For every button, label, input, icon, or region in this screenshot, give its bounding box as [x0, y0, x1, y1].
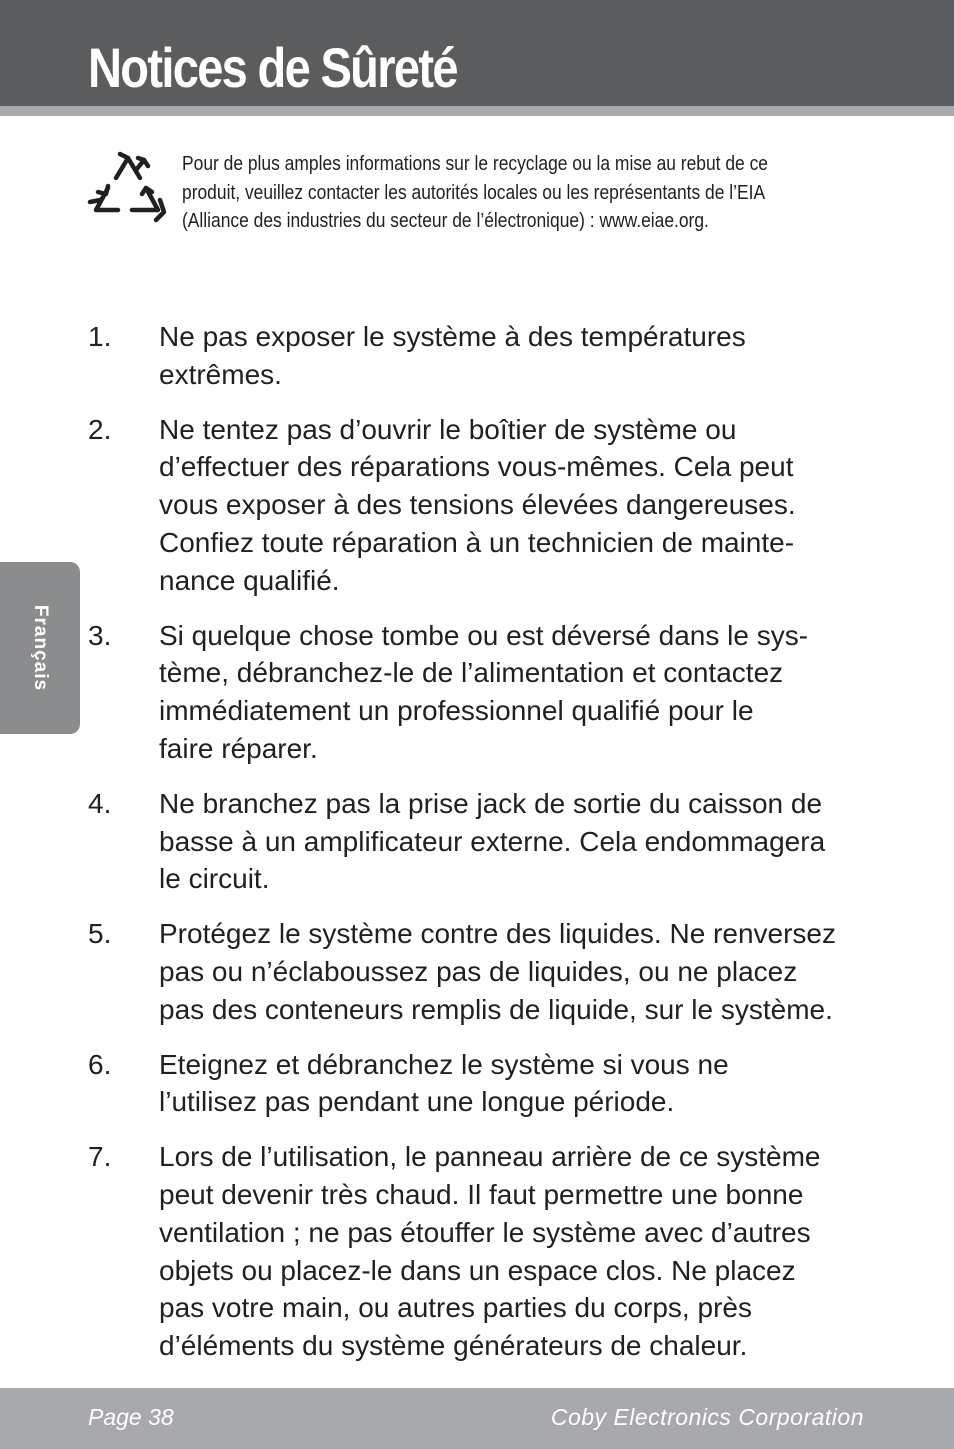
item-line: pas votre main, ou autres parties du corps, près: [159, 1292, 752, 1324]
item-line: d’effectuer des réparations vous-mêmes. Cela peut: [159, 451, 794, 483]
item-line: pas des conteneurs remplis de liquide, sur le système.: [159, 993, 833, 1025]
item-number: 5.: [88, 918, 112, 950]
footer-bar: [0, 1388, 954, 1449]
item-number: 1.: [88, 321, 112, 352]
language-tab-label: Français: [30, 604, 51, 692]
recycle-icon: [86, 148, 170, 232]
safety-item-2: [88, 411, 888, 600]
item-line: Confiez toute réparation à un technicien de mainte-: [159, 526, 795, 558]
item-number: 3.: [88, 619, 112, 651]
item-text: [159, 617, 808, 768]
item-number: 6.: [88, 1048, 112, 1080]
recycle-notice-line: produit, veuillez contacter les autorités locales ou les représentants de l’EIA: [182, 180, 766, 204]
safety-item-7: [88, 1138, 888, 1365]
item-line: Ne pas exposer le système à des températures: [159, 321, 746, 352]
item-text: [159, 785, 825, 898]
item-line: Si quelque chose tombe ou est déversé dans le sys-: [159, 619, 809, 651]
header-stripe: [0, 106, 954, 116]
recycle-notice-line: Pour de plus amples informations sur le recyclage ou la mise au rebut de ce: [182, 152, 768, 175]
item-line: nance qualifié.: [159, 564, 340, 596]
item-line: immédiatement un professionnel qualifié pour le: [159, 695, 754, 727]
item-line: Protégez le système contre des liquides. Ne renversez: [159, 918, 836, 950]
item-line: Eteignez et débranchez le système si vous ne: [159, 1048, 729, 1080]
safety-list: [88, 318, 888, 1382]
item-text: [159, 318, 746, 394]
recycle-notice: [182, 150, 811, 236]
recycle-notice-line: (Alliance des industries du secteur de l’électronique) : www.eiae.org.: [182, 209, 709, 232]
item-number: 4.: [88, 787, 112, 819]
item-text: [159, 411, 796, 600]
header-bar: [0, 0, 954, 106]
item-line: Ne branchez pas la prise jack de sortie du caisson de: [159, 787, 823, 819]
safety-item-5: [88, 915, 888, 1028]
item-line: basse à un amplificateur externe. Cela endommagera: [159, 825, 826, 857]
item-line: d’éléments du système générateurs de chaleur.: [159, 1330, 748, 1362]
item-line: faire réparer.: [159, 732, 318, 764]
item-text: [159, 915, 836, 1028]
item-number: 7.: [88, 1141, 112, 1173]
item-line: vous exposer à des tensions élevées dangereuses.: [159, 489, 796, 521]
item-number: 2.: [88, 413, 112, 445]
item-line: l’utilisez pas pendant une longue période.: [159, 1086, 675, 1118]
company-name: Coby Electronics Corporation: [550, 1404, 864, 1430]
item-line: Lors de l’utilisation, le panneau arrière de ce système: [159, 1141, 821, 1173]
safety-item-6: [88, 1046, 888, 1122]
item-line: objets ou placez-le dans un espace clos. Ne placez: [159, 1254, 796, 1286]
page-title: Notices de Sûreté: [88, 36, 457, 99]
safety-item-3: [88, 617, 888, 768]
item-line: extrêmes.: [159, 358, 282, 390]
language-tab[interactable]: [0, 562, 80, 734]
item-text: [159, 1138, 820, 1365]
safety-item-1: [88, 318, 888, 394]
item-line: le circuit.: [159, 863, 270, 895]
item-line: pas ou n’éclaboussez pas de liquides, ou ne placez: [159, 955, 798, 987]
page-number: Page 38: [88, 1404, 174, 1430]
item-text: [159, 1046, 729, 1122]
safety-item-4: [88, 785, 888, 898]
item-line: peut devenir très chaud. Il faut permettre une bonne: [159, 1178, 804, 1210]
item-line: ventilation ; ne pas étouffer le système avec d’autres: [159, 1216, 811, 1248]
item-line: Ne tentez pas d’ouvrir le boîtier de système ou: [159, 413, 737, 445]
item-line: tème, débranchez-le de l’alimentation et contactez: [159, 657, 784, 689]
